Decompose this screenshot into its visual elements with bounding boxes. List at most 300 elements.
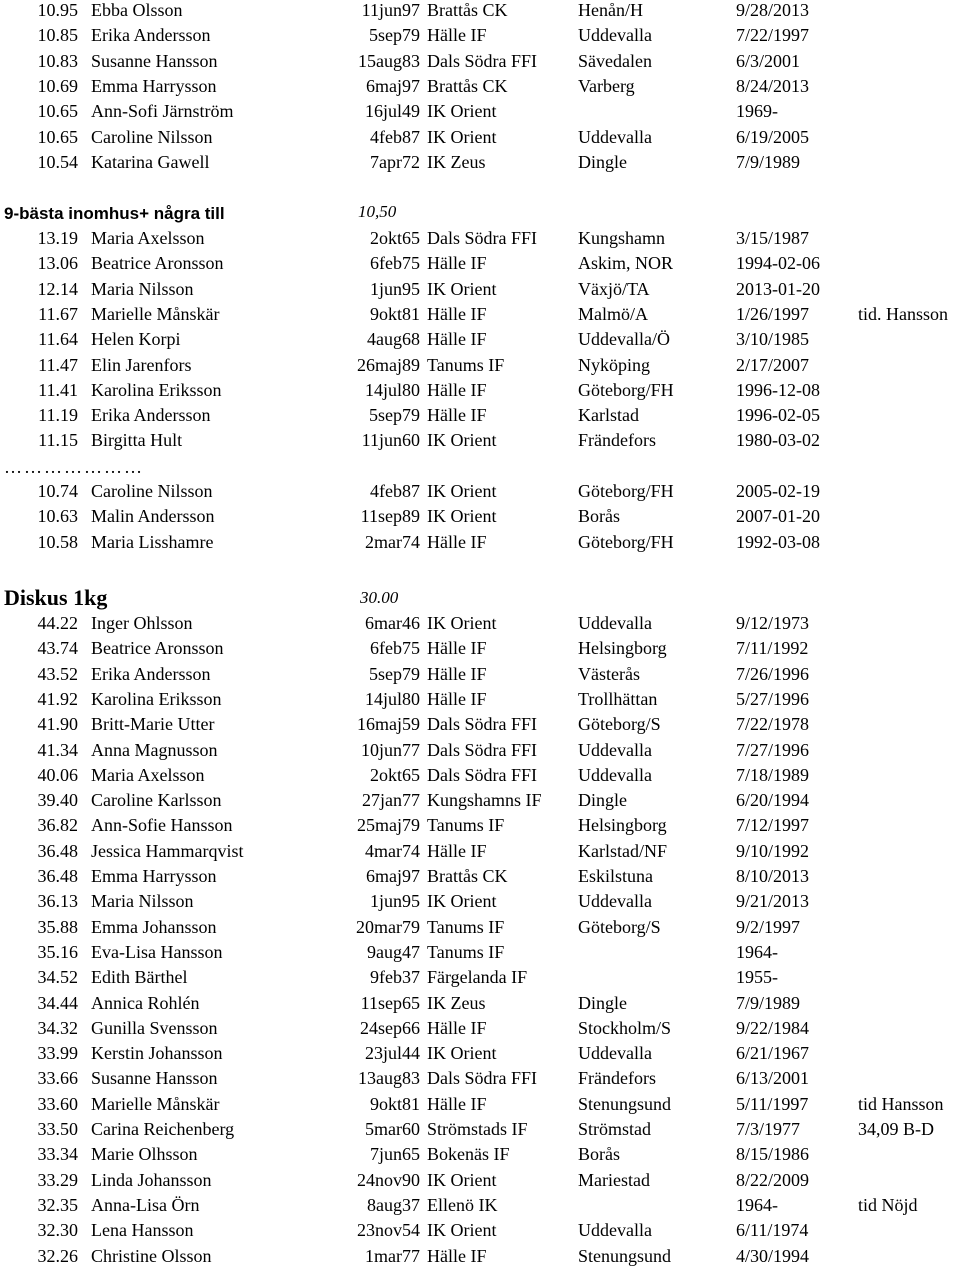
club-cell: Färgelanda IF xyxy=(427,967,528,988)
result-row xyxy=(0,915,960,940)
birth-date-cell: 27jan77 xyxy=(362,790,420,811)
birth-date-cell: 6maj97 xyxy=(366,866,420,886)
discus-qualifying-value: 30.00 xyxy=(360,588,399,607)
result-cell: 33.99 xyxy=(37,1043,78,1064)
result-row xyxy=(0,991,960,1016)
venue-cell: Karlstad xyxy=(578,405,639,426)
result-cell: 36.82 xyxy=(37,815,78,836)
athlete-name-cell: Ebba Olsson xyxy=(91,0,183,20)
discus-section-title: Diskus 1kg xyxy=(4,585,108,610)
birth-date-cell: 5sep79 xyxy=(369,25,420,46)
result-row xyxy=(0,302,960,327)
athlete-name-cell: Anna-Lisa Örn xyxy=(91,1194,200,1215)
result-row xyxy=(0,1218,960,1243)
club-cell: IK Zeus xyxy=(427,151,486,172)
birth-date-cell: 2okt65 xyxy=(369,228,420,248)
club-cell: Hälle IF xyxy=(427,1093,487,1114)
competition-date-cell: 2013-01-20 xyxy=(736,278,820,299)
result-row xyxy=(0,1193,960,1218)
result-cell: 36.13 xyxy=(37,891,78,912)
competition-date-cell: 8/15/1986 xyxy=(736,1144,810,1165)
club-cell: Hälle IF xyxy=(427,303,487,324)
result-cell: 34.44 xyxy=(37,992,78,1013)
birth-date-cell: 16maj59 xyxy=(357,714,420,735)
competition-date-cell: 7/3/1977 xyxy=(736,1119,801,1139)
club-cell: IK Orient xyxy=(427,101,497,122)
club-cell: Dals Södra FFI xyxy=(427,714,538,735)
birth-date-cell: 13aug83 xyxy=(358,1068,420,1089)
venue-cell: Uddevalla xyxy=(578,25,652,46)
birth-date-cell: 14jul80 xyxy=(364,379,420,400)
venue-cell: Stenungsund xyxy=(578,1245,672,1266)
result-cell: 10.54 xyxy=(37,151,78,172)
result-row xyxy=(0,353,960,378)
venue-cell: Henån/H xyxy=(578,0,643,20)
birth-date-cell: 8aug37 xyxy=(367,1194,420,1215)
note-cell: tid Nöjd xyxy=(858,1194,918,1215)
birth-date-cell: 11sep89 xyxy=(360,506,420,527)
result-cell: 10.65 xyxy=(37,126,78,147)
club-cell: IK Orient xyxy=(427,891,497,912)
birth-date-cell: 11sep65 xyxy=(360,992,420,1013)
birth-date-cell: 6maj97 xyxy=(366,75,420,96)
venue-cell: Karlstad/NF xyxy=(578,840,667,861)
result-row xyxy=(0,1041,960,1066)
athlete-name-cell: Linda Johansson xyxy=(91,1169,212,1190)
athlete-name-cell: Susanne Hansson xyxy=(91,50,218,71)
result-cell: 32.30 xyxy=(37,1220,78,1241)
birth-date-cell: 5sep79 xyxy=(369,405,420,426)
venue-cell: Uddevalla/Ö xyxy=(578,329,670,350)
club-cell: Ellenö IK xyxy=(427,1194,498,1215)
club-cell: Tanums IF xyxy=(427,941,505,962)
competition-date-cell: 5/27/1996 xyxy=(736,688,810,709)
result-cell: 10.74 xyxy=(37,481,78,501)
athlete-name-cell: Maria Nilsson xyxy=(91,278,194,299)
athlete-name-cell: Christine Olsson xyxy=(91,1245,212,1266)
club-cell: IK Orient xyxy=(427,430,497,451)
athlete-name-cell: Maria Axelsson xyxy=(91,228,205,248)
result-cell: 11.47 xyxy=(38,354,78,375)
venue-cell: Uddevalla xyxy=(578,739,652,760)
club-cell: Hälle IF xyxy=(427,638,487,659)
venue-cell: Varberg xyxy=(578,75,635,96)
athlete-name-cell: Marie Olhsson xyxy=(91,1144,198,1165)
venue-cell: Uddevalla xyxy=(578,764,652,785)
club-cell: Strömstads IF xyxy=(427,1119,528,1139)
athlete-name-cell: Emma Harrysson xyxy=(91,866,217,886)
competition-date-cell: 7/27/1996 xyxy=(736,739,810,760)
result-row xyxy=(0,1244,960,1269)
club-cell: Hälle IF xyxy=(427,1245,487,1266)
result-row xyxy=(0,1066,960,1091)
result-row xyxy=(0,763,960,788)
result-cell: 41.92 xyxy=(37,688,78,709)
venue-cell: Sävedalen xyxy=(578,50,652,71)
note-cell: tid. Hansson xyxy=(858,303,948,324)
result-cell: 33.29 xyxy=(37,1169,78,1190)
result-row xyxy=(0,1092,960,1117)
venue-cell: Uddevalla xyxy=(578,613,652,633)
result-cell: 11.15 xyxy=(38,430,78,451)
club-cell: Kungshamns IF xyxy=(427,790,542,811)
result-cell: 32.26 xyxy=(37,1245,78,1266)
club-cell: Hälle IF xyxy=(427,531,487,552)
indoor-qualifying-value: 10,50 xyxy=(358,202,397,221)
competition-date-cell: 7/26/1996 xyxy=(736,663,810,684)
result-cell: 10.83 xyxy=(37,50,78,71)
athlete-name-cell: Helen Korpi xyxy=(91,329,181,350)
athlete-name-cell: Erika Andersson xyxy=(91,25,211,46)
competition-date-cell: 6/19/2005 xyxy=(736,126,810,147)
venue-cell: Göteborg/S xyxy=(578,714,661,735)
birth-date-cell: 4feb87 xyxy=(370,481,420,501)
competition-date-cell: 6/21/1967 xyxy=(736,1043,810,1064)
birth-date-cell: 7apr72 xyxy=(370,151,420,172)
athlete-name-cell: Jessica Hammarqvist xyxy=(91,840,244,861)
competition-date-cell: 1992-03-08 xyxy=(736,531,820,552)
competition-date-cell: 1994-02-06 xyxy=(736,253,820,274)
result-cell: 44.22 xyxy=(37,613,78,633)
club-cell: IK Orient xyxy=(427,126,497,147)
birth-date-cell: 9okt81 xyxy=(369,303,420,324)
athlete-name-cell: Anna Magnusson xyxy=(91,739,218,760)
venue-cell: Dingle xyxy=(578,992,627,1013)
competition-date-cell: 6/20/1994 xyxy=(736,790,810,811)
athlete-name-cell: Beatrice Aronsson xyxy=(91,253,224,274)
venue-cell: Uddevalla xyxy=(578,1220,652,1241)
birth-date-cell: 4feb87 xyxy=(370,126,420,147)
club-cell: Hälle IF xyxy=(427,663,487,684)
result-row xyxy=(0,504,960,529)
club-cell: Hälle IF xyxy=(427,840,487,861)
result-row xyxy=(0,611,960,636)
result-cell: 43.52 xyxy=(37,663,78,684)
result-row xyxy=(0,251,960,276)
athlete-name-cell: Caroline Nilsson xyxy=(91,481,213,501)
competition-date-cell: 6/3/2001 xyxy=(736,50,801,71)
competition-date-cell: 3/15/1987 xyxy=(736,228,810,248)
venue-cell: Borås xyxy=(578,1144,620,1165)
result-row xyxy=(0,788,960,813)
competition-date-cell: 9/21/2013 xyxy=(736,891,810,912)
result-row xyxy=(0,23,960,48)
club-cell: Tanums IF xyxy=(427,815,505,836)
club-cell: Tanums IF xyxy=(427,916,505,937)
athlete-name-cell: Lena Hansson xyxy=(91,1220,194,1241)
athlete-name-cell: Eva-Lisa Hansson xyxy=(91,941,223,962)
birth-date-cell: 2mar74 xyxy=(365,531,420,552)
venue-cell: Frändefors xyxy=(578,1068,656,1089)
club-cell: IK Orient xyxy=(427,506,497,527)
result-cell: 13.19 xyxy=(37,228,78,248)
result-cell: 11.64 xyxy=(38,329,78,350)
athlete-name-cell: Gunilla Svensson xyxy=(91,1017,218,1038)
club-cell: IK Orient xyxy=(427,481,497,501)
athlete-name-cell: Katarina Gawell xyxy=(91,151,210,172)
result-cell: 34.52 xyxy=(37,967,78,988)
venue-cell: Göteborg/FH xyxy=(578,531,674,552)
club-cell: Hälle IF xyxy=(427,329,487,350)
result-cell: 10.95 xyxy=(37,0,78,20)
venue-cell: Nyköping xyxy=(578,354,650,375)
result-cell: 32.35 xyxy=(37,1194,78,1215)
result-row xyxy=(0,1117,960,1142)
result-cell: 41.90 xyxy=(37,714,78,735)
result-row xyxy=(0,813,960,838)
result-row xyxy=(0,662,960,687)
club-cell: IK Orient xyxy=(427,1220,497,1241)
club-cell: Hälle IF xyxy=(427,379,487,400)
competition-date-cell: 1964- xyxy=(736,941,778,962)
competition-date-cell: 8/24/2013 xyxy=(736,75,810,96)
birth-date-cell: 9okt81 xyxy=(369,1093,420,1114)
result-row xyxy=(0,965,960,990)
competition-date-cell: 1996-02-05 xyxy=(736,405,820,426)
venue-cell: Kungshamn xyxy=(578,228,665,248)
birth-date-cell: 23jul44 xyxy=(364,1043,420,1064)
venue-cell: Göteborg/FH xyxy=(578,481,674,501)
result-row xyxy=(0,1016,960,1041)
venue-cell: Växjö/TA xyxy=(578,278,650,299)
competition-date-cell: 6/11/1974 xyxy=(736,1220,809,1241)
competition-date-cell: 8/10/2013 xyxy=(736,866,810,886)
result-cell: 33.66 xyxy=(37,1068,78,1089)
venue-cell: Uddevalla xyxy=(578,891,652,912)
result-row xyxy=(0,889,960,914)
result-row xyxy=(0,428,960,453)
birth-date-cell: 6feb75 xyxy=(370,638,420,659)
venue-cell: Strömstad xyxy=(578,1119,652,1139)
result-row xyxy=(0,277,960,302)
birth-date-cell: 7jun65 xyxy=(369,1144,420,1165)
birth-date-cell: 4aug68 xyxy=(367,329,420,350)
athlete-name-cell: Birgitta Hult xyxy=(91,430,183,451)
birth-date-cell: 11jun60 xyxy=(361,430,420,451)
indoor-section-title: 9-bästa inomhus+ några till xyxy=(4,204,225,223)
birth-date-cell: 15aug83 xyxy=(358,50,420,71)
venue-cell: Helsingborg xyxy=(578,815,667,836)
competition-date-cell: 9/22/1984 xyxy=(736,1017,810,1038)
venue-cell: Helsingborg xyxy=(578,638,667,659)
competition-date-cell: 9/10/1992 xyxy=(736,840,810,861)
result-row xyxy=(0,0,960,23)
birth-date-cell: 24sep66 xyxy=(360,1017,420,1038)
venue-cell: Askim, NOR xyxy=(578,253,674,274)
club-cell: Hälle IF xyxy=(427,1017,487,1038)
result-cell: 35.88 xyxy=(37,916,78,937)
athlete-name-cell: Ann-Sofi Järnström xyxy=(91,101,234,122)
result-cell: 10.65 xyxy=(37,101,78,122)
result-row xyxy=(0,479,960,504)
result-cell: 33.34 xyxy=(37,1144,78,1165)
club-cell: IK Zeus xyxy=(427,992,486,1013)
result-cell: 13.06 xyxy=(37,253,78,274)
athlete-name-cell: Marielle Månskär xyxy=(91,1093,220,1114)
venue-cell: Mariestad xyxy=(578,1169,650,1190)
venue-cell: Frändefors xyxy=(578,430,656,451)
result-cell: 10.85 xyxy=(37,25,78,46)
competition-date-cell: 9/28/2013 xyxy=(736,0,810,20)
birth-date-cell: 10jun77 xyxy=(360,739,420,760)
note-cell: 34,09 B-D xyxy=(858,1119,934,1139)
club-cell: IK Orient xyxy=(427,278,497,299)
birth-date-cell: 6mar46 xyxy=(365,613,420,633)
competition-date-cell: 7/18/1989 xyxy=(736,764,810,785)
result-row xyxy=(0,150,960,175)
competition-date-cell: 4/30/1994 xyxy=(736,1245,810,1266)
club-cell: Dals Södra FFI xyxy=(427,228,538,248)
result-row xyxy=(0,327,960,352)
list-ellipsis: ………………… xyxy=(4,457,144,477)
athlete-name-cell: Ann-Sofie Hansson xyxy=(91,815,233,836)
birth-date-cell: 14jul80 xyxy=(364,688,420,709)
result-row xyxy=(0,1142,960,1167)
club-cell: Dals Södra FFI xyxy=(427,739,538,760)
birth-date-cell: 26maj89 xyxy=(357,354,420,375)
venue-cell: Stockholm/S xyxy=(578,1017,672,1038)
competition-date-cell: 1964- xyxy=(736,1194,778,1215)
result-row xyxy=(0,530,960,555)
competition-date-cell: 1996-12-08 xyxy=(736,379,820,400)
result-row xyxy=(0,738,960,763)
club-cell: Dals Södra FFI xyxy=(427,50,538,71)
athlete-name-cell: Karolina Eriksson xyxy=(91,379,222,400)
venue-cell: Dingle xyxy=(578,790,627,811)
birth-date-cell: 5sep79 xyxy=(369,663,420,684)
competition-date-cell: 8/22/2009 xyxy=(736,1169,810,1190)
result-cell: 11.19 xyxy=(38,405,78,426)
athlete-name-cell: Beatrice Aronsson xyxy=(91,638,224,659)
club-cell: Brattås CK xyxy=(427,866,508,886)
competition-date-cell: 7/22/1978 xyxy=(736,714,810,735)
discus-section-heading xyxy=(4,583,107,613)
result-cell: 36.48 xyxy=(37,840,78,861)
athlete-name-cell: Emma Johansson xyxy=(91,916,217,937)
result-cell: 43.74 xyxy=(37,638,78,659)
competition-date-cell: 2/17/2007 xyxy=(736,354,810,375)
result-row xyxy=(0,940,960,965)
venue-cell: Göteborg/FH xyxy=(578,379,674,400)
venue-cell: Eskilstuna xyxy=(578,866,653,886)
competition-date-cell: 1955- xyxy=(736,967,778,988)
result-row xyxy=(0,712,960,737)
athlete-name-cell: Erika Andersson xyxy=(91,405,211,426)
result-cell: 11.67 xyxy=(38,303,78,324)
athlete-name-cell: Malin Andersson xyxy=(91,506,215,527)
competition-date-cell: 6/13/2001 xyxy=(736,1068,810,1089)
athlete-name-cell: Carina Reichenberg xyxy=(91,1119,235,1139)
birth-date-cell: 20mar79 xyxy=(356,916,420,937)
result-row xyxy=(0,378,960,403)
club-cell: Brattås CK xyxy=(427,75,508,96)
club-cell: Brattås CK xyxy=(427,0,508,20)
result-cell: 34.32 xyxy=(37,1017,78,1038)
competition-date-cell: 2007-01-20 xyxy=(736,506,820,527)
result-cell: 10.58 xyxy=(37,531,78,552)
birth-date-cell: 1mar77 xyxy=(365,1245,420,1266)
result-row xyxy=(0,687,960,712)
athlete-name-cell: Marielle Månskär xyxy=(91,303,220,324)
result-row xyxy=(0,864,960,889)
athlete-name-cell: Inger Ohlsson xyxy=(91,613,193,633)
athlete-name-cell: Erika Andersson xyxy=(91,663,211,684)
result-cell: 10.69 xyxy=(37,75,78,96)
result-row xyxy=(0,403,960,428)
club-cell: Hälle IF xyxy=(427,25,487,46)
athlete-name-cell: Caroline Karlsson xyxy=(91,790,222,811)
athlete-name-cell: Maria Lisshamre xyxy=(91,531,214,552)
result-row xyxy=(0,636,960,661)
birth-date-cell: 16jul49 xyxy=(364,101,420,122)
birth-date-cell: 1jun95 xyxy=(369,278,420,299)
club-cell: Hälle IF xyxy=(427,405,487,426)
result-cell: 41.34 xyxy=(37,739,78,760)
result-cell: 33.60 xyxy=(37,1093,78,1114)
competition-date-cell: 7/9/1989 xyxy=(736,151,801,172)
competition-date-cell: 3/10/1985 xyxy=(736,329,810,350)
competition-date-cell: 7/12/1997 xyxy=(736,815,810,836)
result-cell: 12.14 xyxy=(37,278,78,299)
athlete-name-cell: Maria Axelsson xyxy=(91,764,205,785)
club-cell: Dals Södra FFI xyxy=(427,764,538,785)
athlete-name-cell: Britt-Marie Utter xyxy=(91,714,215,735)
competition-date-cell: 7/11/1992 xyxy=(736,638,809,659)
athlete-name-cell: Elin Jarenfors xyxy=(91,354,192,375)
birth-date-cell: 24nov90 xyxy=(357,1169,420,1190)
result-cell: 35.16 xyxy=(37,941,78,962)
result-cell: 39.40 xyxy=(37,790,78,811)
result-cell: 33.50 xyxy=(37,1119,78,1139)
club-cell: Hälle IF xyxy=(427,253,487,274)
venue-cell: Borås xyxy=(578,506,620,527)
athlete-name-cell: Emma Harrysson xyxy=(91,75,217,96)
club-cell: IK Orient xyxy=(427,1043,497,1064)
birth-date-cell: 4mar74 xyxy=(365,840,420,861)
club-cell: Hälle IF xyxy=(427,688,487,709)
venue-cell: Stenungsund xyxy=(578,1093,672,1114)
athlete-name-cell: Caroline Nilsson xyxy=(91,126,213,147)
birth-date-cell: 11jun97 xyxy=(361,0,420,20)
competition-date-cell: 2005-02-19 xyxy=(736,481,820,501)
athlete-name-cell: Karolina Eriksson xyxy=(91,688,222,709)
athlete-name-cell: Edith Bärthel xyxy=(91,967,188,988)
club-cell: Tanums IF xyxy=(427,354,505,375)
venue-cell: Uddevalla xyxy=(578,1043,652,1064)
club-cell: Bokenäs IF xyxy=(427,1144,510,1165)
indoor-section-heading xyxy=(4,199,225,229)
result-row xyxy=(0,839,960,864)
birth-date-cell: 25maj79 xyxy=(357,815,420,836)
result-cell: 36.48 xyxy=(37,866,78,886)
result-row xyxy=(0,49,960,74)
birth-date-cell: 9aug47 xyxy=(367,941,420,962)
competition-date-cell: 7/22/1997 xyxy=(736,25,810,46)
competition-date-cell: 9/2/1997 xyxy=(736,916,801,937)
venue-cell: Trollhättan xyxy=(578,688,658,709)
birth-date-cell: 1jun95 xyxy=(369,891,420,912)
venue-cell: Göteborg/S xyxy=(578,916,661,937)
athlete-name-cell: Annica Rohlén xyxy=(91,992,200,1013)
competition-date-cell: 1980-03-02 xyxy=(736,430,820,451)
birth-date-cell: 23nov54 xyxy=(357,1220,420,1241)
competition-date-cell: 7/9/1989 xyxy=(736,992,801,1013)
club-cell: IK Orient xyxy=(427,1169,497,1190)
venue-cell: Dingle xyxy=(578,151,627,172)
birth-date-cell: 6feb75 xyxy=(370,253,420,274)
venue-cell: Uddevalla xyxy=(578,126,652,147)
venue-cell: Malmö/A xyxy=(578,303,648,324)
